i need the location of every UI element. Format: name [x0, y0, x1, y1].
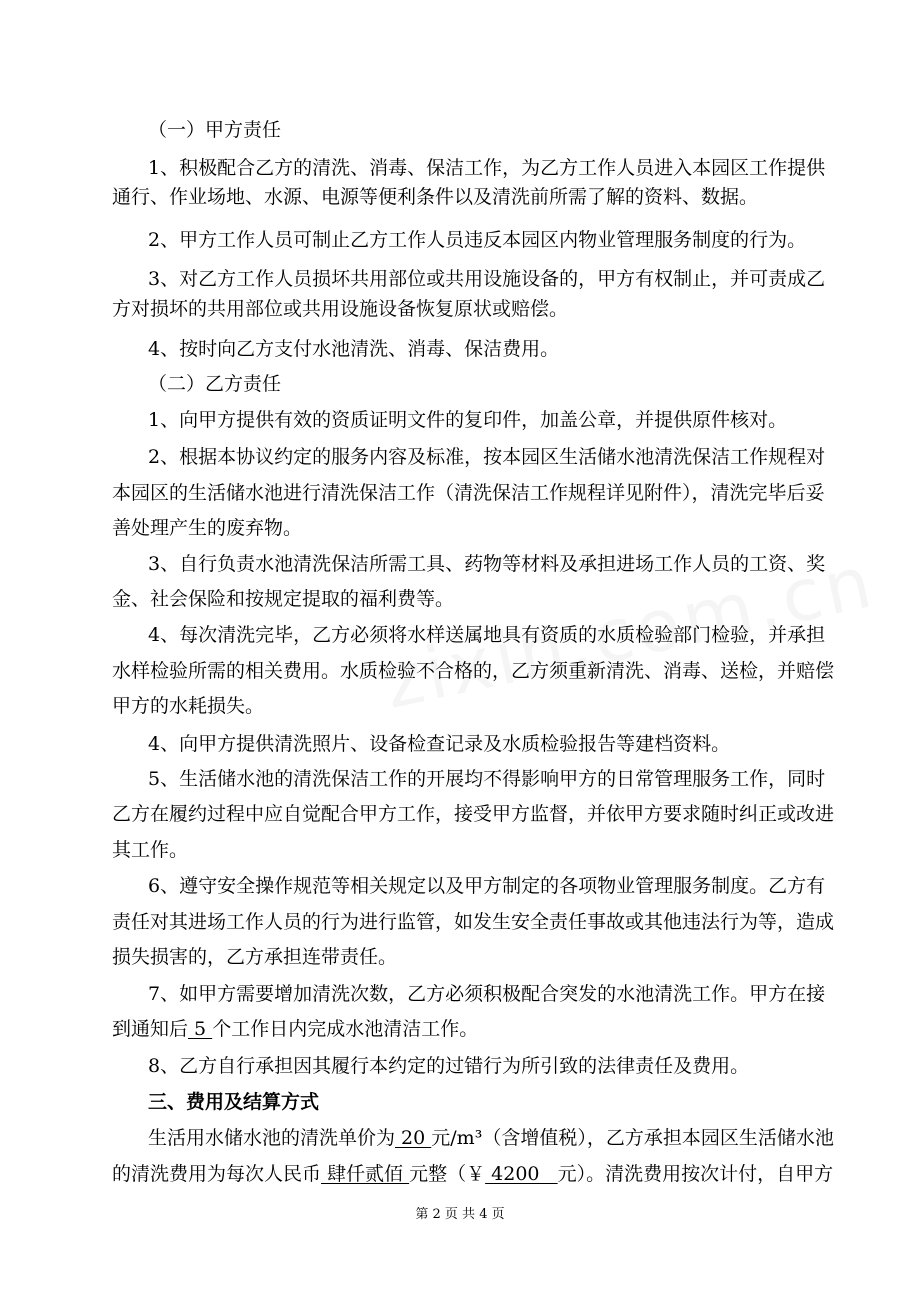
- fees-line2-pre: 的清洗费用为每次人民币: [112, 1163, 322, 1185]
- clause-b3-line2: 金、社会保险和按规定提取的福利费等。: [112, 588, 455, 610]
- section-heading-party-b: （二）乙方责任: [148, 373, 282, 395]
- clause-b7-line2-post: 个工作日内完成水池清洁工作。: [212, 1018, 479, 1040]
- clause-a3-line2: 方对损坏的共用部位或共用设施设备恢复原状或赔偿。: [112, 298, 569, 320]
- clause-b4a-line2: 水样检验所需的相关费用。水质检验不合格的，乙方须重新清洗、消毒、送检，并赔偿: [112, 660, 835, 682]
- clause-b5-line1: 5、生活储水池的清洗保洁工作的开展均不得影响甲方的日常管理服务工作，同时: [148, 768, 826, 790]
- fees-line1-post: 元/m³（含增值税），乙方承担本园区生活储水池: [431, 1127, 834, 1149]
- page-footer: 第 2 页 共 4 页: [415, 1207, 505, 1222]
- clause-b7-line2-pre: 到通知后: [112, 1018, 189, 1040]
- work-days-value: 5: [188, 1018, 213, 1040]
- clause-b5-line2: 乙方在履约过程中应自觉配合甲方工作，接受甲方监督，并依甲方要求随时纠正或改进: [112, 803, 835, 825]
- amount-number-value: 4200: [485, 1163, 558, 1185]
- amount-chinese-value: 肆仟贰佰: [321, 1163, 410, 1185]
- clause-b6-line1: 6、遵守安全操作规范等相关规定以及甲方制定的各项物业管理服务制度。乙方有: [148, 875, 826, 897]
- clause-b6-line2: 责任对其进场工作人员的行为进行监管，如发生安全责任事故或其他违法行为等，造成: [112, 911, 835, 933]
- fees-line1: [148, 1126, 920, 1150]
- clause-b8: 8、乙方自行承担因其履行本约定的过错行为所引致的法律责任及费用。: [148, 1055, 750, 1077]
- clause-b7-line1: 7、如甲方需要增加清洗次数，乙方必须积极配合突发的水池清洗工作。甲方在接: [148, 983, 826, 1005]
- clause-b2-line3: 善处理产生的废弃物。: [112, 517, 303, 539]
- clause-a1-line2: 通行、作业场地、水源、电源等便利条件以及清洗前所需了解的资料、数据。: [112, 186, 759, 208]
- clause-a4: 4、按时向乙方支付水池清洗、消毒、保洁费用。: [148, 338, 560, 360]
- clause-b7-line2: [112, 1017, 920, 1041]
- clause-b6-line3: 损失损害的，乙方承担连带责任。: [112, 946, 398, 968]
- fees-line2: [112, 1162, 920, 1186]
- fees-line2-mid: 元整（￥: [409, 1163, 486, 1185]
- clause-b2-line1: 2、根据本协议约定的服务内容及标准，按本园区生活储水池清洗保洁工作规程对: [148, 446, 826, 468]
- clause-b4a-line3: 甲方的水耗损失。: [112, 695, 265, 717]
- clause-b2-line2: 本园区的生活储水池进行清洗保洁工作（清洗保洁工作规程详见附件），清洗完毕后妥: [112, 482, 825, 504]
- unit-price-value: 20: [395, 1127, 432, 1149]
- clause-b3-line1: 3、自行负责水池清洗保洁所需工具、药物等材料及承担进场工作人员的工资、奖: [148, 553, 826, 575]
- clause-b1: 1、向甲方提供有效的资质证明文件的复印件，加盖公章，并提供原件核对。: [148, 409, 788, 431]
- clause-a1-line1: 1、积极配合乙方的清洗、消毒、保洁工作，为乙方工作人员进入本园区工作提供: [148, 157, 826, 179]
- fees-line1-pre: 生活用水储水池的清洗单价为: [148, 1127, 396, 1149]
- fees-line2-post: 元）。清洗费用按次计付，自甲方: [557, 1163, 834, 1185]
- clause-a3-line1: 3、对乙方工作人员损坏共用部位或共用设施设备的，甲方有权制止，并可责成乙: [148, 268, 826, 290]
- clause-b4a-line1: 4、每次清洗完毕，乙方必须将水样送属地具有资质的水质检验部门检验，并承担: [148, 624, 826, 646]
- section-heading-party-a: （一）甲方责任: [148, 119, 282, 141]
- clause-a2: 2、甲方工作人员可制止乙方工作人员违反本园区内物业管理服务制度的行为。: [148, 229, 807, 251]
- clause-b5-line3: 其工作。: [112, 839, 189, 861]
- clause-b4b: 4、向甲方提供清洗照片、设备检查记录及水质检验报告等建档资料。: [148, 733, 731, 755]
- section-heading-fees: 三、费用及结算方式: [148, 1091, 320, 1113]
